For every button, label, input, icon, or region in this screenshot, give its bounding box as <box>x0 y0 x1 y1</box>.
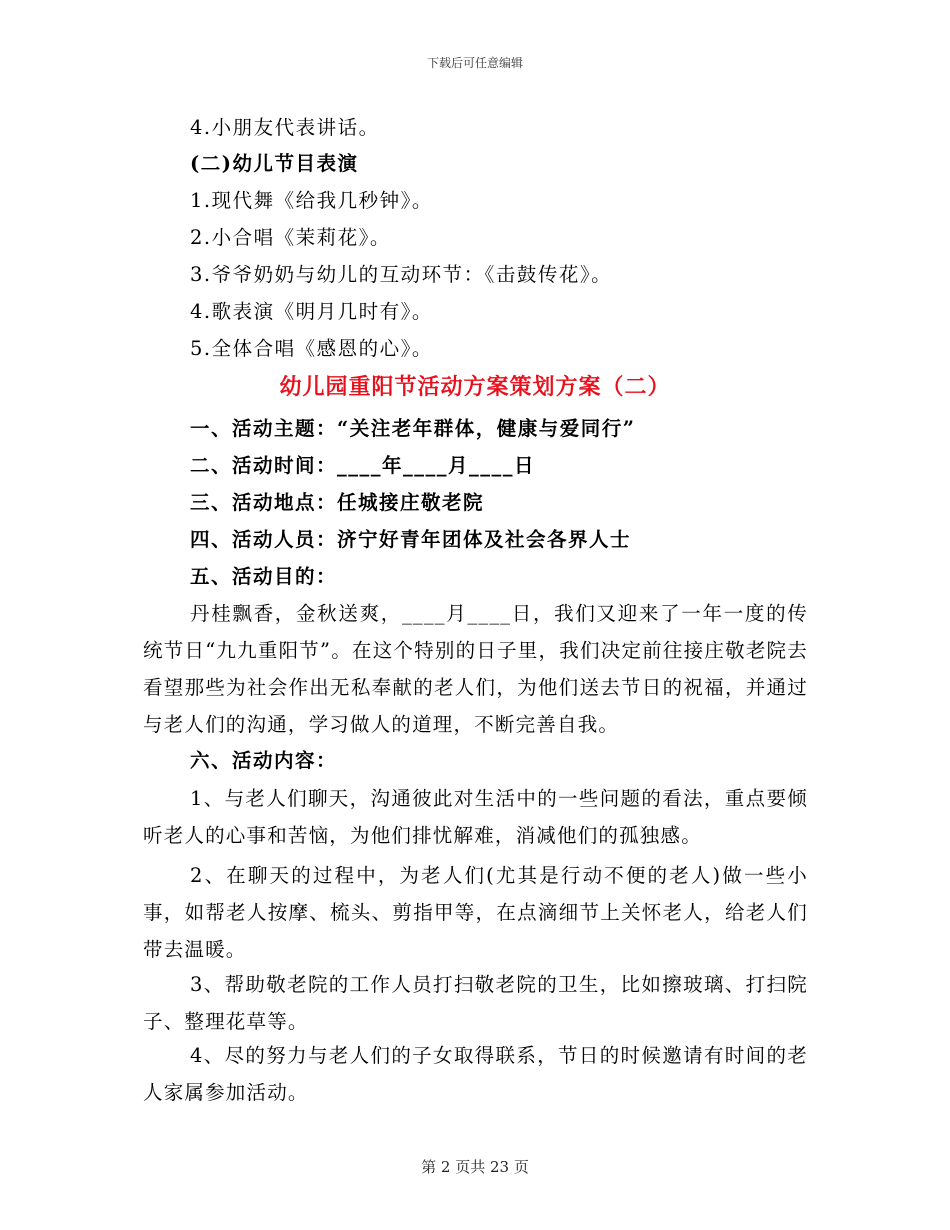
content-paragraph: 1、与老人们聊天，沟通彼此对生活中的一些问题的看法，重点要倾听老人的心事和苦恼，为他们排忧解难，消减他们的孤独感。 <box>143 787 808 847</box>
info-item: 二、活动时间：____年____月____日 <box>190 454 536 477</box>
info-item: 三、活动地点：任城接庄敬老院 <box>190 491 485 514</box>
content-heading: 六、活动内容： <box>190 749 338 772</box>
info-item: 四、活动人员：济宁好青年团体及社会各界人士 <box>190 528 632 551</box>
document-title: 幼儿园重阳节活动方案策划方案（二） <box>279 374 671 400</box>
purpose-paragraph: 丹桂飘香，金秋送爽，____月____日，我们又迎来了一年一度的传统节日“九九重阳节”。在这个特别的日子里，我们决定前往接庄敬老院去看望那些为社会作出无私奉献的老人们，为他们送去节日的祝福，并通过与老人们的沟通，学习做人的道理，不断完善自我。 <box>143 602 808 736</box>
page-header: 下载后可任意编辑 <box>426 56 523 70</box>
program-item: 5.全体合唱《感恩的心》。 <box>190 337 433 360</box>
program-item: 3.爷爷奶奶与幼儿的互动环节：《击鼓传花》。 <box>190 263 613 286</box>
content-paragraph: 4、尽的努力与老人们的子女取得联系，节日的时候邀请有时间的老人家属参加活动。 <box>143 1044 808 1104</box>
program-item: 1.现代舞《给我几秒钟》。 <box>190 189 433 212</box>
page-footer: 第 2 页共 23 页 <box>421 1158 529 1176</box>
content-paragraph: 2、在聊天的过程中，为老人们(尤其是行动不便的老人)做一些小事，如帮老人按摩、梳头、剪指甲等，在点滴细节上关怀老人，给老人们带去温暖。 <box>143 864 808 961</box>
section-heading: (二)幼儿节目表演 <box>190 152 359 175</box>
program-item: 4.歌表演《明月几时有》。 <box>190 300 433 323</box>
program-item: 2.小合唱《茉莉花》。 <box>190 226 391 249</box>
content-paragraph: 3、帮助敬老院的工作人员打扫敬老院的卫生，比如擦玻璃、打扫院子、整理花草等。 <box>143 973 808 1033</box>
info-item: 五、活动目的： <box>190 565 338 588</box>
list-item: 4.小朋友代表讲话。 <box>190 116 380 139</box>
info-item: 一、活动主题：“关注老年群体，健康与爱同行” <box>190 417 636 440</box>
